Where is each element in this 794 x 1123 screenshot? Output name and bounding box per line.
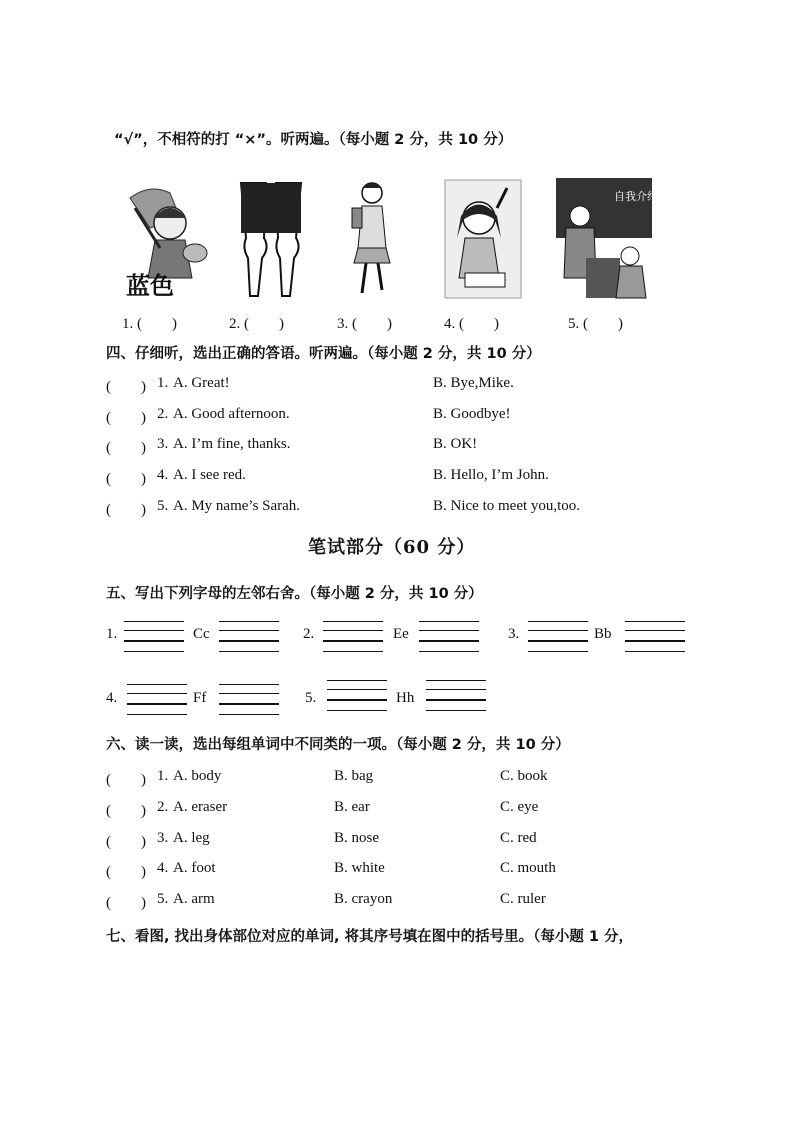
answer-paren[interactable]: ( ) xyxy=(106,803,146,819)
option-b: B. Hello, I’m John. xyxy=(433,467,549,483)
picture-4-girl-waving xyxy=(445,178,521,300)
writing-lines-right[interactable] xyxy=(426,680,486,712)
letter: Hh xyxy=(396,690,415,706)
picture-5-board-text: 自我介绍 xyxy=(614,190,658,203)
question-number: 1. xyxy=(157,375,169,391)
answer-paren[interactable]: ( ) xyxy=(106,410,146,426)
answer-paren[interactable]: ( ) xyxy=(106,864,146,880)
option-b: B. OK! xyxy=(433,436,478,452)
answer-paren[interactable]: ( ) xyxy=(106,502,146,518)
section6-header: 六、读一读，选出每组单词中不同类的一项。（每小题 2 分，共 10 分） xyxy=(106,737,570,753)
answer-paren[interactable]: ( ) xyxy=(106,440,146,456)
question-number: 3. xyxy=(157,436,169,452)
option-b: B. nose xyxy=(334,830,379,846)
option-a: A. Great! xyxy=(173,375,230,391)
option-a: A. body xyxy=(173,768,222,784)
question-number: 5. xyxy=(157,891,169,907)
letter-item-number: 4. xyxy=(106,690,118,706)
answer-paren[interactable]: ( ) xyxy=(106,772,146,788)
option-b: B. Goodbye! xyxy=(433,406,511,422)
letter: Bb xyxy=(594,626,612,642)
answer-paren[interactable]: ( ) xyxy=(106,895,146,911)
section5-header: 五、写出下列字母的左邻右舍。（每小题 2 分，共 10 分） xyxy=(106,586,483,602)
writing-lines-left[interactable] xyxy=(528,621,588,653)
writing-lines-right[interactable] xyxy=(419,621,479,653)
option-a: A. My name’s Sarah. xyxy=(173,498,301,514)
option-b: B. Bye,Mike. xyxy=(433,375,514,391)
letter-item-number: 1. xyxy=(106,626,118,642)
option-a: A. arm xyxy=(173,891,215,907)
option-c: C. red xyxy=(500,830,537,846)
option-a: A. eraser xyxy=(173,799,228,815)
question-number: 4. xyxy=(157,860,169,876)
section4-header: 四、仔细听，选出正确的答语。听两遍。（每小题 2 分，共 10 分） xyxy=(106,346,541,362)
option-b: B. white xyxy=(334,860,385,876)
question-number: 5. xyxy=(157,498,169,514)
writing-lines-left[interactable] xyxy=(327,680,387,712)
answer-slot-5[interactable]: 5. ( ) xyxy=(568,316,623,332)
question-number: 1. xyxy=(157,768,169,784)
letter: Ee xyxy=(393,626,409,642)
writing-lines-left[interactable] xyxy=(323,621,383,653)
answer-paren[interactable]: ( ) xyxy=(106,834,146,850)
option-b: B. crayon xyxy=(334,891,393,907)
answer-paren[interactable]: ( ) xyxy=(106,379,146,395)
writing-lines-left[interactable] xyxy=(124,621,184,653)
letter: Cc xyxy=(193,626,210,642)
question-number: 4. xyxy=(157,467,169,483)
letter-item-number: 2. xyxy=(303,626,315,642)
option-c: C. book xyxy=(500,768,548,784)
question-number: 2. xyxy=(157,406,169,422)
option-c: C. ruler xyxy=(500,891,546,907)
option-c: C. eye xyxy=(500,799,539,815)
option-b: B. Nice to meet you,too. xyxy=(433,498,581,514)
option-a: A. Good afternoon. xyxy=(173,406,290,422)
picture-2-legs xyxy=(236,178,306,300)
question-number: 2. xyxy=(157,799,169,815)
letter-item-number: 5. xyxy=(305,690,317,706)
writing-lines-left[interactable] xyxy=(127,684,187,716)
writing-lines-right[interactable] xyxy=(625,621,685,653)
question-number: 3. xyxy=(157,830,169,846)
option-c: C. mouth xyxy=(500,860,556,876)
section7-header: 七、看图, 找出身体部位对应的单词, 将其序号填在图中的括号里。（每小题 1 分， xyxy=(106,929,634,945)
picture-3-girl-walking xyxy=(342,178,402,300)
answer-paren[interactable]: ( ) xyxy=(106,471,146,487)
answer-slot-3[interactable]: 3. ( ) xyxy=(337,316,392,332)
letter: Ff xyxy=(193,690,207,706)
letter-item-number: 3. xyxy=(508,626,520,642)
writing-lines-right[interactable] xyxy=(219,684,279,716)
option-a: A. foot xyxy=(173,860,216,876)
answer-slot-4[interactable]: 4. ( ) xyxy=(444,316,499,332)
option-a: A. I’m fine, thanks. xyxy=(173,436,291,452)
written-part-title: 笔试部分（60 分） xyxy=(308,537,476,558)
picture-1-caption: 蓝色 xyxy=(126,272,174,300)
option-b: B. ear xyxy=(334,799,370,815)
writing-lines-right[interactable] xyxy=(219,621,279,653)
answer-slot-2[interactable]: 2. ( ) xyxy=(229,316,284,332)
option-a: A. I see red. xyxy=(173,467,246,483)
picture-5-teacher-introduction xyxy=(556,178,658,300)
picture-1-girl-painting xyxy=(120,178,212,300)
option-a: A. leg xyxy=(173,830,210,846)
option-b: B. bag xyxy=(334,768,374,784)
section3-header: “√”，不相符的打 “×”。听两遍。（每小题 2 分，共 10 分） xyxy=(114,132,513,148)
answer-slot-1[interactable]: 1. ( ) xyxy=(122,316,177,332)
